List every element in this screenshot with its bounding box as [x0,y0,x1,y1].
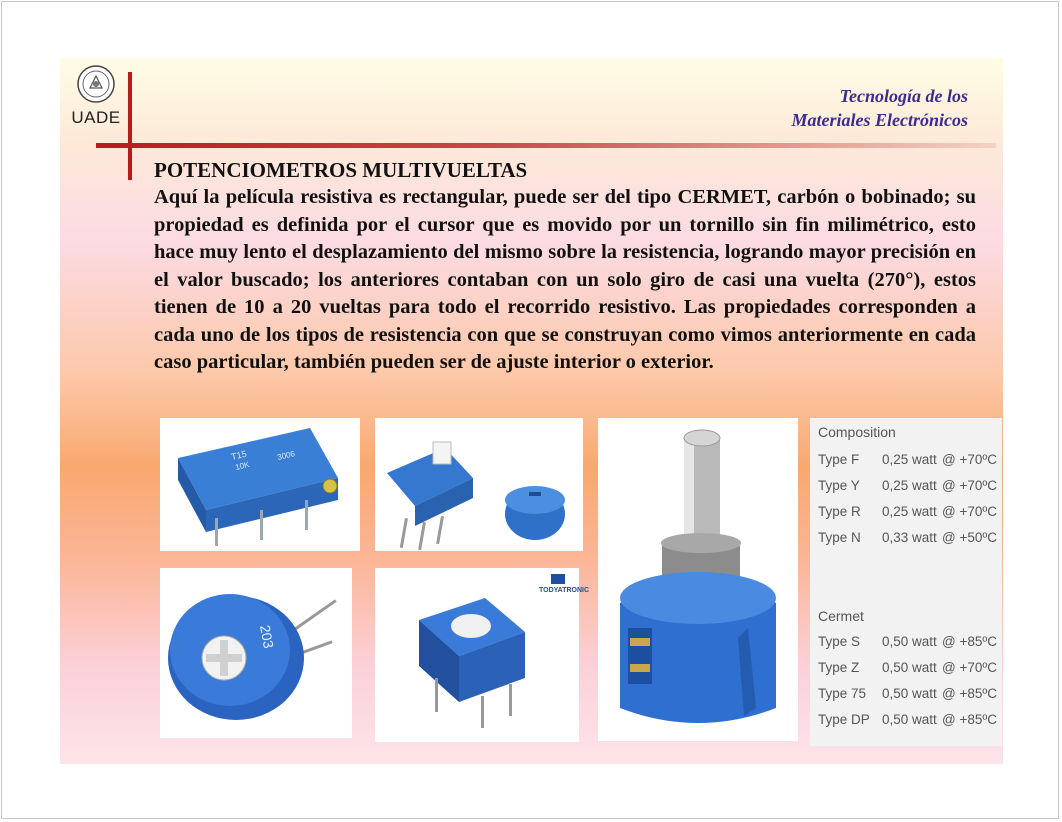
row-temp: @ +85ºC [942,712,998,727]
row-type: Type S [818,634,861,649]
photo5-brand-label: TODYATRONIC [539,587,590,594]
photo1-label-10k: 10K [234,459,251,472]
body-line: para todo el recorrido resistivo. Las propiedades corresponden a cada uno de los [154,296,976,346]
table-row [818,452,1000,472]
body-line: resistencia, logrando mayor precisión en el valor buscado; los anteriores [154,241,977,291]
row-temp: @ +70ºC [942,660,998,675]
row-type: Type Z [818,660,860,675]
body-line: tipos de resistencia con que se construyan como vimos anteriormente en cada [295,323,976,346]
row-temp: @ +70ºC [942,452,998,467]
row-type: Type Y [818,478,860,493]
section-heading: POTENCIOMETROS MULTIVUELTAS [154,158,528,182]
table-row [818,504,1000,524]
body-paragraph [154,184,976,377]
body-line: sin fin milimétrico, esto hace muy lento el desplazamiento del mismo sobre la [154,213,977,263]
brand-logo-icon [551,574,565,584]
row-power: 0,25 watt [882,452,937,467]
row-temp: @ +85ºC [942,686,998,701]
composition-title: Composition [818,424,896,440]
photo-round-trimmer [160,568,352,738]
table-row [818,712,1000,732]
body-line: bobinado; su propiedad es definida por el cursor que es movido por un tornillo [154,186,977,236]
body-line: contaban con un solo giro de casi una vuelta (270°), estos tienen de 10 a 20 vueltas [154,268,977,318]
row-power: 0,25 watt [882,504,937,519]
header-title-line2: Materiales Electrónicos [791,110,968,130]
header-title [792,84,969,132]
row-power: 0,50 watt [882,634,937,649]
header-title-line1: Tecnología de los [839,86,968,106]
uade-logo [70,64,122,126]
row-power: 0,50 watt [882,660,937,675]
properties-table [810,418,1002,746]
row-type: Type DP [818,712,870,727]
row-temp: @ +70ºC [942,504,998,519]
body-line: Aquí la película resistiva es rectangular, puede ser del tipo CERMET, carbón o [154,186,856,208]
row-temp: @ +85ºC [942,634,998,649]
row-type: Type 75 [818,686,867,701]
photo4-label-203: 203 [257,623,277,650]
table-row [818,660,1000,680]
row-temp: @ +70ºC [942,478,998,493]
row-type: Type N [818,530,861,545]
horizontal-accent-line [96,143,996,148]
university-seal-icon [76,64,116,104]
row-power: 0,25 watt [882,478,937,493]
photo1-label-t15: T15 [230,448,248,462]
body-line: caso particular, también pueden ser de ajuste interior o exterior. [154,351,714,373]
photo-rectangular-trimmer [160,418,360,551]
photo1-label-3006: 3006 [276,449,296,462]
table-row [818,634,1000,654]
cermet-title: Cermet [818,608,864,624]
row-power: 0,33 watt [882,530,937,545]
photo-square-trimmer [375,568,590,742]
table-row [818,686,1000,706]
row-power: 0,50 watt [882,712,937,727]
photo-top-adjust-trimmer [375,418,583,551]
logo-text: UADE [71,108,121,127]
row-type: Type R [818,504,861,519]
row-type: Type F [818,452,860,467]
row-power: 0,50 watt [882,686,937,701]
table-row [818,478,1000,498]
vertical-accent-line [128,72,132,180]
table-row [818,530,1000,550]
photo-multiturn-potentiometer [598,418,798,741]
row-temp: @ +50ºC [942,530,998,545]
